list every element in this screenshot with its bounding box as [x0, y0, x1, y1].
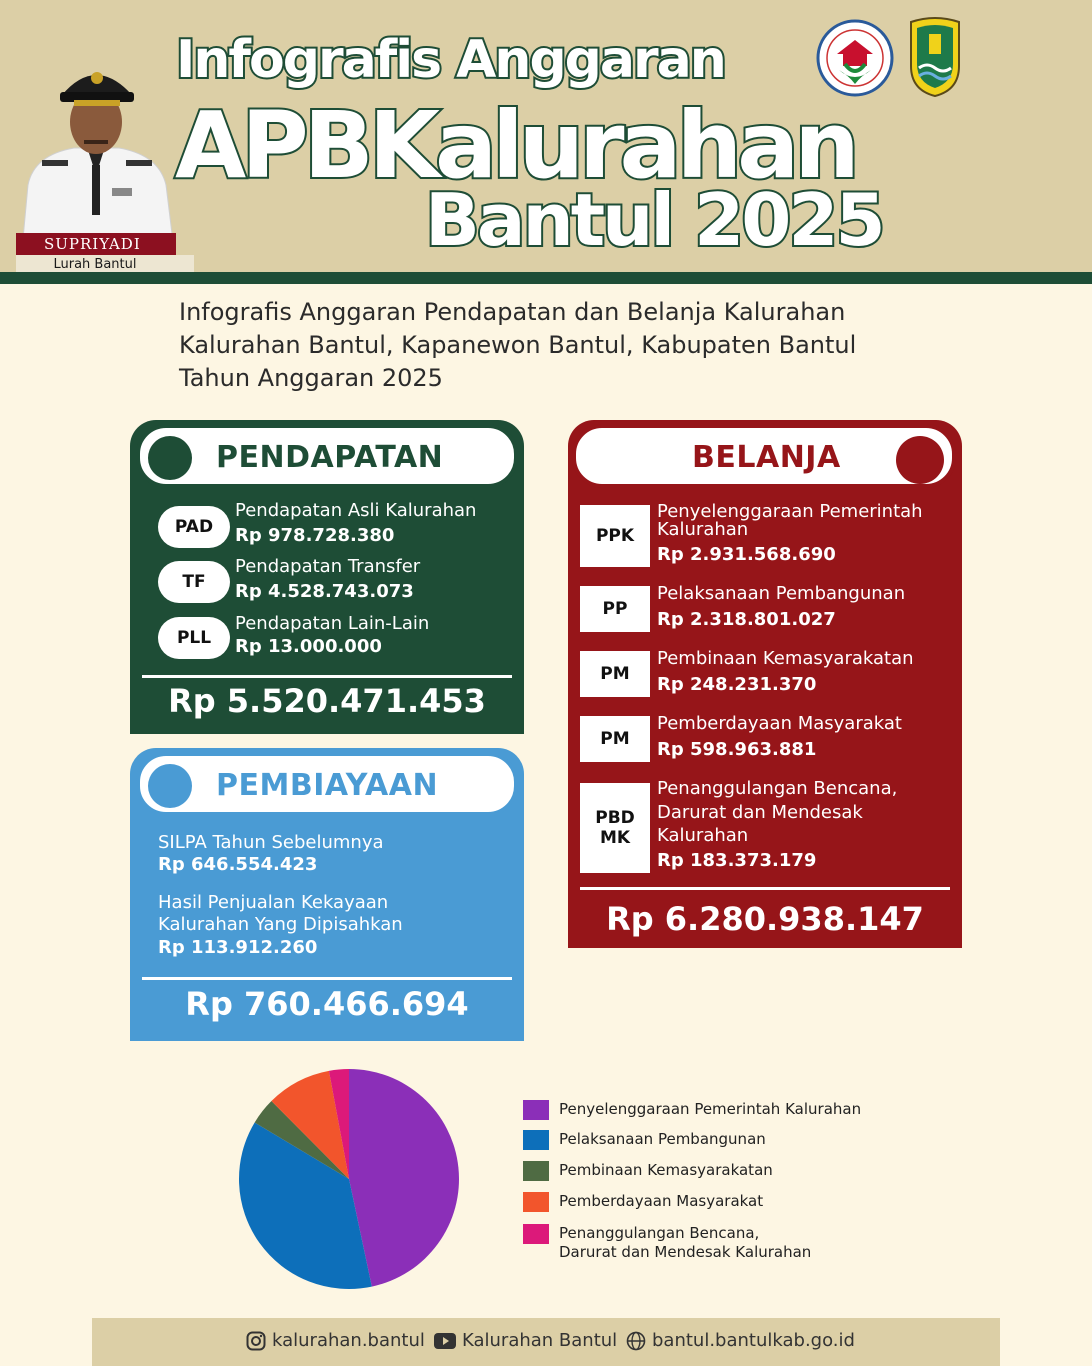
title-line-1: Infografis Anggaran — [176, 30, 725, 90]
item-label: Penanggulangan Bencana, — [657, 778, 898, 799]
pembiayaan-header — [136, 752, 518, 816]
pendapatan-header — [136, 424, 518, 488]
code-line: PBD — [595, 808, 635, 828]
legend-label: Penyelenggaraan Pemerintah Kalurahan — [559, 1100, 862, 1118]
item-label: Hasil Penjualan Kekayaan — [158, 892, 389, 913]
legend-label: Pelaksanaan Pembangunan — [559, 1130, 766, 1148]
youtube-icon — [434, 1333, 456, 1349]
item-label: Kalurahan — [657, 519, 749, 540]
item-label: Pendapatan Asli Kalurahan — [235, 500, 477, 521]
legend-swatch — [523, 1224, 549, 1244]
item-label: Kalurahan Yang Dipisahkan — [158, 914, 403, 935]
pie-slice — [349, 1069, 459, 1287]
item-value: Rp 183.373.179 — [657, 850, 817, 871]
title-line-2: APBKalurahan — [175, 92, 855, 199]
item-label: Darurat dan Mendesak — [657, 802, 863, 823]
header-banner — [0, 0, 1092, 273]
code-badge: TF — [158, 561, 230, 603]
belanja-panel — [568, 420, 962, 948]
circle-icon — [148, 436, 192, 480]
belanja-total: Rp 6.280.938.147 — [606, 900, 924, 938]
item-value: Rp 2.931.568.690 — [657, 544, 836, 565]
pendapatan-panel — [130, 420, 524, 734]
legend-swatch — [523, 1192, 549, 1212]
circle-icon — [148, 764, 192, 808]
item-label: Pendapatan Lain-Lain — [235, 613, 430, 634]
title-line-3: Bantul 2025 — [425, 178, 883, 262]
item-value: Rp 113.912.260 — [158, 937, 318, 958]
instagram-handle: kalurahan.bantul — [272, 1330, 425, 1351]
code-badge: PLL — [158, 617, 230, 659]
intro-line: Kalurahan Bantul, Kapanewon Bantul, Kabupaten Bantul — [179, 331, 857, 359]
item-label: Pendapatan Transfer — [235, 556, 421, 577]
ministry-logo-icon — [815, 18, 895, 98]
circle-icon — [896, 436, 944, 484]
youtube-channel: Kalurahan Bantul — [462, 1330, 618, 1351]
youtube-link[interactable] — [434, 1330, 617, 1351]
bantul-emblem-icon — [905, 16, 965, 98]
item-value: Rp 646.554.423 — [158, 854, 318, 875]
item-value: Rp 4.528.743.073 — [235, 581, 414, 602]
website-url: bantul.bantulkab.go.id — [652, 1330, 855, 1351]
intro-line: Tahun Anggaran 2025 — [179, 364, 443, 392]
code-badge: PP — [580, 586, 650, 632]
legend-swatch — [523, 1130, 549, 1150]
belanja-pie-chart — [238, 1068, 460, 1290]
pendapatan-title: PENDAPATAN — [216, 440, 444, 475]
item-value: Rp 13.000.000 — [235, 636, 382, 657]
legend-label-line: Darurat dan Mendesak Kalurahan — [559, 1243, 812, 1261]
divider — [580, 887, 950, 890]
legend-swatch — [523, 1161, 549, 1181]
pembiayaan-total: Rp 760.466.694 — [185, 985, 469, 1023]
legend-label: Pemberdayaan Masyarakat — [559, 1192, 764, 1210]
pembiayaan-title: PEMBIAYAAN — [216, 768, 439, 803]
pendapatan-total: Rp 5.520.471.453 — [168, 682, 486, 720]
intro-text — [179, 296, 979, 395]
belanja-header — [572, 424, 956, 488]
legend-label — [559, 1224, 811, 1262]
code-badge: PPK — [580, 505, 650, 567]
code-badge: PM — [580, 651, 650, 697]
item-label: Pelaksanaan Pembangunan — [657, 583, 906, 604]
website-link[interactable] — [626, 1330, 855, 1351]
item-label: Kalurahan — [657, 825, 749, 846]
item-label: Penyelenggaraan Pemerintah — [657, 501, 923, 522]
code-badge — [580, 783, 650, 873]
header-divider — [0, 272, 1092, 284]
item-value: Rp 978.728.380 — [235, 525, 395, 546]
code-badge: PM — [580, 716, 650, 762]
official-role: Lurah Bantul — [16, 255, 194, 275]
official-portrait — [14, 50, 179, 250]
legend-label-line: Penanggulangan Bencana, — [559, 1224, 760, 1242]
divider — [142, 977, 512, 980]
legend-label: Pembinaan Kemasyarakatan — [559, 1161, 773, 1179]
item-value: Rp 598.963.881 — [657, 739, 817, 760]
intro-line: Infografis Anggaran Pendapatan dan Belanja Kalurahan — [179, 298, 846, 326]
code-line: MK — [599, 828, 631, 848]
item-label: Pembinaan Kemasyarakatan — [657, 648, 914, 669]
globe-icon — [626, 1331, 646, 1351]
instagram-link[interactable] — [246, 1330, 425, 1351]
belanja-title: BELANJA — [692, 440, 841, 475]
official-name: SUPRIYADI — [16, 233, 176, 255]
divider — [142, 675, 512, 678]
pembiayaan-panel — [130, 748, 524, 1041]
item-label: Pemberdayaan Masyarakat — [657, 713, 902, 734]
item-label: SILPA Tahun Sebelumnya — [158, 832, 384, 853]
code-badge: PAD — [158, 506, 230, 548]
footer — [92, 1318, 1000, 1366]
item-value: Rp 2.318.801.027 — [657, 609, 836, 630]
legend-swatch — [523, 1100, 549, 1120]
instagram-icon — [246, 1331, 266, 1351]
item-value: Rp 248.231.370 — [657, 674, 817, 695]
